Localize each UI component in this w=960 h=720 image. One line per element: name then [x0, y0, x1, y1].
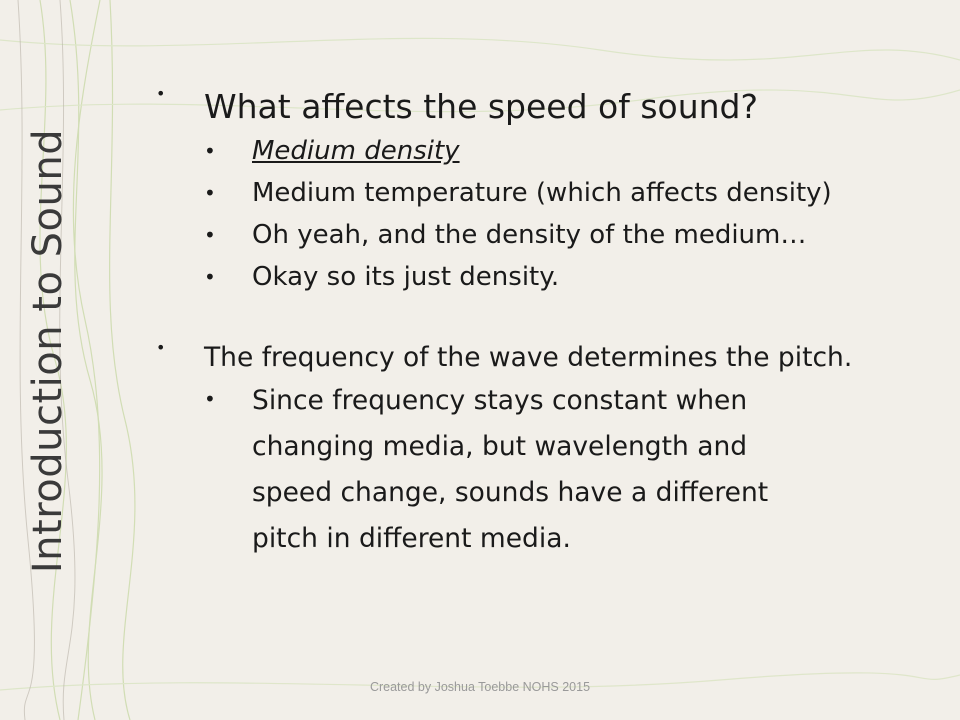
bullet-icon: •	[204, 265, 216, 289]
bullet-text: Since frequency stays constant when changing media, but wavelength and speed change, sounds have a different pitch in different media.	[252, 385, 769, 554]
bullet-icon: •	[156, 84, 166, 103]
bullet-text: What affects the speed of sound?	[204, 87, 759, 126]
list-item	[150, 84, 950, 298]
bullet-icon: •	[204, 387, 216, 411]
sub-list-item	[204, 214, 950, 256]
bullet-icon: •	[204, 223, 216, 247]
sub-list	[204, 378, 950, 562]
sub-list	[204, 130, 950, 298]
spacer	[150, 298, 950, 338]
bullet-icon: •	[204, 139, 216, 163]
sub-list-item	[204, 256, 950, 298]
bullet-list	[150, 84, 950, 562]
bullet-text: Medium temperature (which affects density)	[252, 178, 832, 208]
sub-list-item	[204, 130, 950, 172]
bullet-text: Oh yeah, and the density of the medium…	[252, 220, 807, 250]
bullet-text: Okay so its just density.	[252, 262, 560, 292]
slide-content	[150, 84, 950, 562]
vertical-title: Introduction to Sound	[25, 128, 71, 574]
list-item	[150, 338, 950, 562]
sub-list-item	[204, 378, 950, 562]
bullet-text: The frequency of the wave determines the pitch.	[204, 342, 853, 373]
bullet-text: Medium density	[252, 136, 460, 166]
footer-credit: Created by Joshua Toebbe NOHS 2015	[369, 680, 591, 694]
bullet-icon: •	[204, 181, 216, 205]
sub-list-item	[204, 172, 950, 214]
bullet-icon: •	[156, 338, 166, 357]
